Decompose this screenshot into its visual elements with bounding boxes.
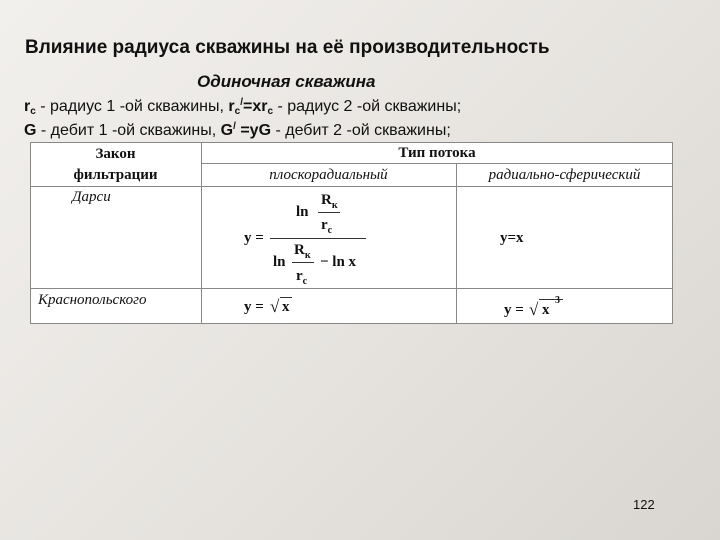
sqrt-bar: [280, 297, 292, 298]
den-rc: $r_c$: [296, 268, 308, 287]
law-darcy: Дарси: [72, 189, 111, 205]
page-number: 122: [633, 497, 655, 512]
num-rc: $r_c$: [321, 217, 333, 236]
filtration-table: Закон фильтрации Тип потока плоскорадиальный радиально-сферический Дарси y = ln $R_к$ $r_c$ ln $R_к$ $r_c$ − ln x y=x Краснопольского y = √ x y = √ x 3: [30, 142, 673, 324]
definition-line-2: G - дебит 1 -ой скважины, G/ =yG - дебит 2 -ой скважины;: [24, 121, 451, 139]
table-row-divider: [30, 288, 673, 289]
header-flow-type: Тип потока: [398, 145, 476, 161]
sqrt-sign: √: [529, 300, 539, 319]
formula-lhs: y =: [244, 230, 264, 246]
header-radial-spherical: радиально-сферический: [488, 167, 641, 183]
num-ln: ln: [296, 204, 309, 220]
table-subheader-divider: [201, 163, 673, 164]
header-law-line2: фильтрации: [73, 167, 158, 183]
table-col-divider-2: [456, 163, 457, 324]
den-inner-fraction-bar: [292, 262, 314, 263]
header-law-line1: Закон: [95, 146, 136, 162]
exponent: 3: [555, 295, 560, 306]
num-inner-fraction-bar: [318, 212, 340, 213]
num-R: $R_к$: [321, 192, 338, 211]
darcy-spherical-formula: y=x: [500, 230, 524, 246]
main-fraction-bar: [270, 238, 366, 239]
den-tail: − ln x: [320, 254, 357, 270]
den-ln: ln: [273, 254, 286, 270]
table-border-top: [30, 142, 673, 143]
slide-subtitle: Одиночная скважина: [197, 72, 376, 91]
table-header-divider: [30, 186, 673, 187]
law-krasnopolsky: Краснопольского: [38, 292, 147, 308]
den-R: $R_к$: [294, 242, 311, 261]
definition-line-1: $r_c$ - радиус 1 -ой скважины, $r_c^/=xr_c$ - радиус 2 -ой скважины;: [24, 97, 462, 117]
header-plane-radial: плоскорадиальный: [269, 167, 388, 183]
table-border-bottom: [30, 323, 673, 324]
sqrt-sign: √: [270, 297, 280, 316]
slide-title: Влияние радиуса скважины на её производительность: [25, 37, 550, 58]
